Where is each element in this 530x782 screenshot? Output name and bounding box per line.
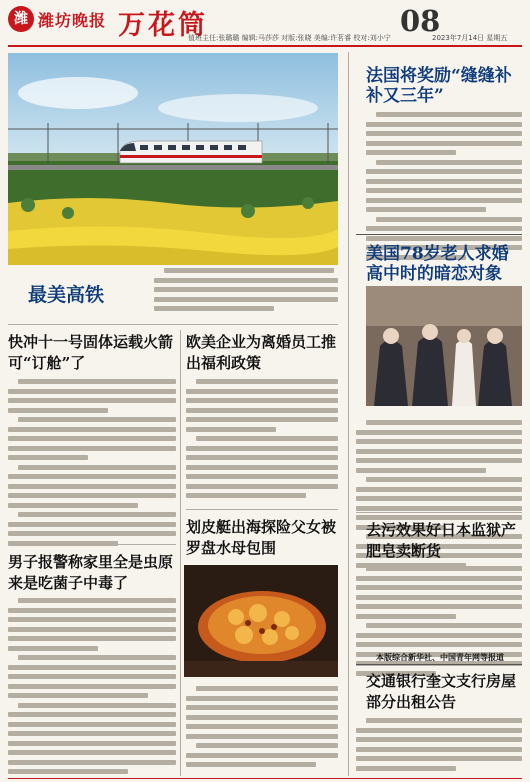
photo-headline: 最美高铁 [28,284,105,306]
divider [8,324,338,325]
article-body [186,686,338,767]
column-rule [180,330,181,776]
page-number: 08 [400,4,441,38]
source-note: 本版综合新华社、中国青年网等报道 [376,653,504,662]
divider [356,512,522,513]
article-title: 法国将奖励“缝缝补补又三年” [366,66,512,106]
notice-title: 交通银行奎文支行房屋部分出租公告 [366,672,517,711]
newspaper-logo: 潍 [8,6,34,32]
notice-body [356,718,522,771]
paper-name: 潍坊晚报 [38,11,107,30]
issue-date: 2023年7月14日 星期五 [432,34,508,42]
masthead-rule [8,45,522,47]
article-body [186,379,338,498]
article-title: 划皮艇出海探险父女被罗盘水母包围 [186,518,337,557]
article-body [8,379,176,546]
photo-caption [154,268,338,311]
article-title: 去污效果好日本监狱产肥皂卖断货 [366,521,517,560]
article-body [366,112,522,260]
article-title: 男子报警称家里全是虫原来是吃菌子中毒了 [8,553,174,592]
editor-credits: 值班主任:张璐璐 编辑:马莎莎 对版:张晓 美编:许茗睿 校对:刘小宁 [188,34,391,42]
divider [356,664,522,665]
lead-photo-train [8,53,338,265]
article-title: 美国78岁老人求婚高中时的暗恋对象 [366,244,509,284]
divider [186,509,338,510]
article-body [8,598,176,774]
article-title: 欧美企业为离婚员工推出福利政策 [186,333,337,372]
jellyfish-food-photo [184,565,338,677]
column-rule [348,52,349,776]
article-title: 快冲十一号固体运载火箭可“订舱”了 [8,333,174,372]
section-name: 万花筒 [118,10,208,41]
bottom-rule [8,778,522,779]
divider [8,544,176,545]
courtroom-photo [366,286,522,406]
divider [356,234,522,235]
